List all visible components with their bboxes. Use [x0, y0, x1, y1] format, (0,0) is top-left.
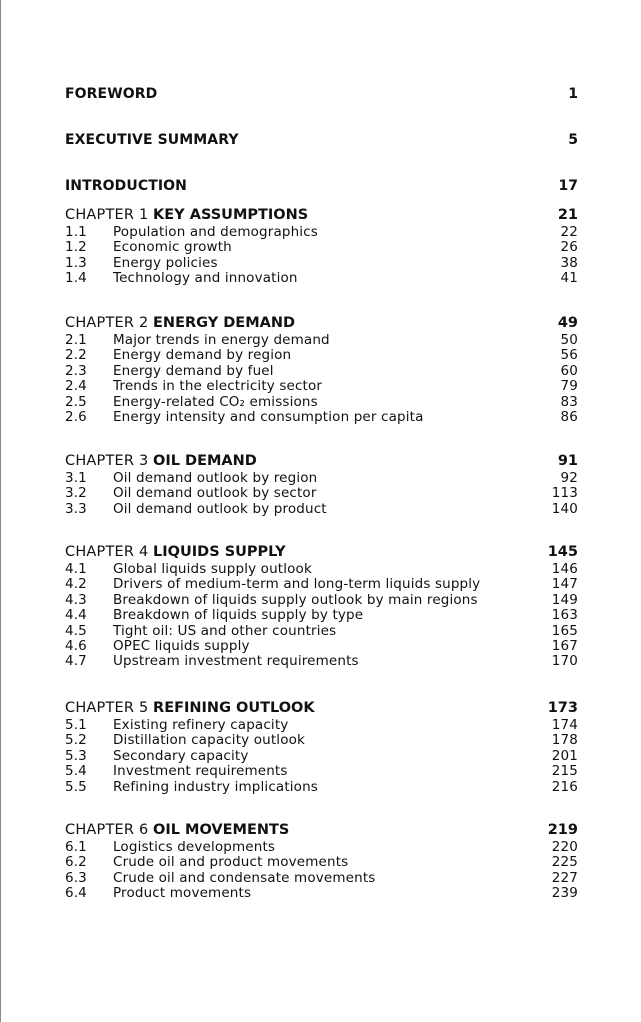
section-number: 5.3 — [65, 747, 87, 764]
toc-entry-title: INTRODUCTION — [65, 178, 187, 194]
section-number: 6.3 — [65, 869, 87, 886]
section-page: 178 — [551, 732, 578, 749]
section-row[interactable] — [65, 364, 578, 379]
section-row[interactable] — [65, 502, 578, 517]
chapter-heading[interactable] — [65, 315, 578, 333]
section-number: 2.4 — [65, 378, 87, 395]
section-page: 165 — [551, 622, 578, 639]
section-number: 5.4 — [65, 763, 87, 780]
section-title: Tight oil: US and other countries — [113, 622, 337, 639]
section-title: Crude oil and product movements — [113, 854, 349, 871]
section-page: 113 — [551, 485, 578, 502]
chapter-page: 219 — [547, 822, 578, 838]
section-number: 5.1 — [65, 717, 87, 733]
section-row[interactable] — [65, 395, 578, 410]
section-page: 147 — [551, 576, 578, 593]
section-page: 216 — [551, 778, 578, 795]
section-number: 4.1 — [65, 561, 87, 577]
section-page: 225 — [551, 854, 578, 871]
section-page: 86 — [560, 408, 578, 425]
section-page: 170 — [551, 653, 578, 670]
section-page: 163 — [551, 607, 578, 624]
section-title: Drivers of medium-term and long-term liquids supply — [113, 576, 481, 593]
section-title: Technology and innovation — [113, 270, 298, 287]
toc-entry-introduction[interactable] — [65, 178, 578, 196]
section-number: 6.1 — [65, 839, 87, 855]
section-page: 167 — [551, 637, 578, 654]
section-page: 38 — [560, 254, 578, 271]
toc-entry-executive-summary[interactable] — [65, 132, 578, 150]
section-row[interactable] — [65, 256, 578, 271]
section-number: 2.3 — [65, 362, 87, 379]
section-row[interactable] — [65, 639, 578, 654]
section-title: OPEC liquids supply — [113, 637, 250, 654]
chapter-page: 173 — [547, 700, 578, 716]
chapter-page: 49 — [557, 315, 578, 331]
chapter-2 — [65, 315, 578, 425]
chapter-page: 21 — [557, 207, 578, 223]
section-page: 79 — [560, 378, 578, 395]
section-title: Population and demographics — [113, 224, 318, 240]
chapter-prefix: CHAPTER 5 — [65, 700, 149, 716]
section-row[interactable] — [65, 855, 578, 870]
section-title: Global liquids supply outlook — [113, 561, 312, 577]
section-number: 2.2 — [65, 347, 87, 364]
chapter-title: REFINING OUTLOOK — [153, 700, 315, 716]
section-title: Secondary capacity — [113, 747, 249, 764]
section-row[interactable] — [65, 240, 578, 255]
section-title: Crude oil and condensate movements — [113, 869, 376, 886]
section-row[interactable] — [65, 886, 578, 901]
chapter-page: 145 — [547, 544, 578, 560]
section-page: 41 — [560, 270, 578, 287]
section-title: Energy demand by region — [113, 347, 292, 364]
section-number: 4.5 — [65, 622, 87, 639]
section-title: Oil demand outlook by sector — [113, 485, 317, 502]
section-title: Upstream investment requirements — [113, 653, 359, 670]
chapter-heading[interactable] — [65, 207, 578, 225]
section-row[interactable] — [65, 410, 578, 425]
section-number: 4.2 — [65, 576, 87, 593]
section-row[interactable] — [65, 624, 578, 639]
chapter-prefix: CHAPTER 4 — [65, 544, 149, 560]
section-page: 239 — [551, 885, 578, 902]
toc-entry-title: FOREWORD — [65, 86, 158, 102]
chapter-heading[interactable] — [65, 822, 578, 840]
section-title: Oil demand outlook by region — [113, 470, 318, 486]
chapter-title: LIQUIDS SUPPLY — [153, 544, 286, 560]
section-title: Energy demand by fuel — [113, 362, 274, 379]
section-page: 50 — [560, 332, 578, 348]
section-title: Breakdown of liquids supply by type — [113, 607, 364, 624]
section-number: 1.4 — [65, 270, 87, 287]
chapter-page: 91 — [557, 453, 578, 469]
section-number: 6.4 — [65, 885, 87, 902]
chapter-title: OIL MOVEMENTS — [153, 822, 290, 838]
section-number: 1.1 — [65, 224, 87, 240]
section-page: 92 — [560, 470, 578, 486]
chapter-heading[interactable] — [65, 700, 578, 718]
toc-entry-page: 17 — [558, 178, 578, 194]
chapter-prefix: CHAPTER 3 — [65, 453, 149, 469]
section-title: Energy-related CO₂ emissions — [113, 393, 318, 410]
chapter-title: KEY ASSUMPTIONS — [153, 207, 309, 223]
section-number: 6.2 — [65, 854, 87, 871]
section-row[interactable] — [65, 271, 578, 286]
section-row[interactable] — [65, 225, 578, 240]
section-row[interactable] — [65, 562, 578, 577]
section-row[interactable] — [65, 654, 578, 669]
toc-entry-page: 1 — [568, 86, 578, 102]
section-number: 5.2 — [65, 732, 87, 749]
section-row[interactable] — [65, 486, 578, 501]
section-page: 227 — [551, 869, 578, 886]
chapter-5 — [65, 700, 578, 795]
section-title: Existing refinery capacity — [113, 717, 289, 733]
toc-entry-title: EXECUTIVE SUMMARY — [65, 132, 239, 148]
section-title: Economic growth — [113, 239, 232, 256]
section-title: Refining industry implications — [113, 778, 318, 795]
section-title: Oil demand outlook by product — [113, 500, 327, 517]
section-row[interactable] — [65, 333, 578, 348]
section-number: 2.6 — [65, 408, 87, 425]
section-row[interactable] — [65, 780, 578, 795]
section-number: 2.5 — [65, 393, 87, 410]
section-page: 140 — [551, 500, 578, 517]
chapter-heading[interactable] — [65, 544, 578, 562]
chapter-prefix: CHAPTER 2 — [65, 315, 149, 331]
section-number: 4.4 — [65, 607, 87, 624]
chapter-prefix: CHAPTER 1 — [65, 207, 149, 223]
section-page: 149 — [551, 591, 578, 608]
section-title: Major trends in energy demand — [113, 332, 330, 348]
section-title: Product movements — [113, 885, 252, 902]
section-row[interactable] — [65, 593, 578, 608]
section-page: 83 — [560, 393, 578, 410]
section-number: 3.2 — [65, 485, 87, 502]
section-number: 1.3 — [65, 254, 87, 271]
section-number: 2.1 — [65, 332, 87, 348]
chapter-3 — [65, 453, 578, 517]
section-row[interactable] — [65, 471, 578, 486]
section-title: Investment requirements — [113, 763, 288, 780]
section-number: 3.1 — [65, 470, 87, 486]
section-page: 174 — [551, 717, 578, 733]
chapter-heading[interactable] — [65, 453, 578, 471]
section-number: 4.6 — [65, 637, 87, 654]
chapter-title: ENERGY DEMAND — [153, 315, 296, 331]
section-page: 201 — [551, 747, 578, 764]
section-page: 22 — [560, 224, 578, 240]
section-row[interactable] — [65, 840, 578, 855]
section-number: 1.2 — [65, 239, 87, 256]
section-row[interactable] — [65, 718, 578, 733]
section-row[interactable] — [65, 764, 578, 779]
section-title: Trends in the electricity sector — [113, 378, 323, 395]
chapter-prefix: CHAPTER 6 — [65, 822, 149, 838]
section-title: Energy intensity and consumption per capita — [113, 408, 424, 425]
section-page: 56 — [560, 347, 578, 364]
chapter-title: OIL DEMAND — [153, 453, 257, 469]
chapter-6 — [65, 822, 578, 902]
section-number: 3.3 — [65, 500, 87, 517]
section-page: 60 — [560, 362, 578, 379]
section-row[interactable] — [65, 348, 578, 363]
section-title: Energy policies — [113, 254, 218, 271]
section-row[interactable] — [65, 733, 578, 748]
section-number: 4.3 — [65, 591, 87, 608]
section-title: Logistics developments — [113, 839, 276, 855]
section-row[interactable] — [65, 379, 578, 394]
toc-entry-page: 5 — [568, 132, 578, 148]
chapter-1 — [65, 207, 578, 287]
chapter-4 — [65, 544, 578, 670]
section-row[interactable] — [65, 749, 578, 764]
section-title: Distillation capacity outlook — [113, 732, 305, 749]
section-row[interactable] — [65, 577, 578, 592]
section-number: 4.7 — [65, 653, 87, 670]
section-page: 26 — [560, 239, 578, 256]
section-row[interactable] — [65, 871, 578, 886]
section-number: 5.5 — [65, 778, 87, 795]
section-page: 146 — [551, 561, 578, 577]
section-title: Breakdown of liquids supply outlook by main regions — [113, 591, 478, 608]
section-page: 220 — [551, 839, 578, 855]
section-row[interactable] — [65, 608, 578, 623]
toc-entry-foreword[interactable] — [65, 86, 578, 104]
section-page: 215 — [551, 763, 578, 780]
